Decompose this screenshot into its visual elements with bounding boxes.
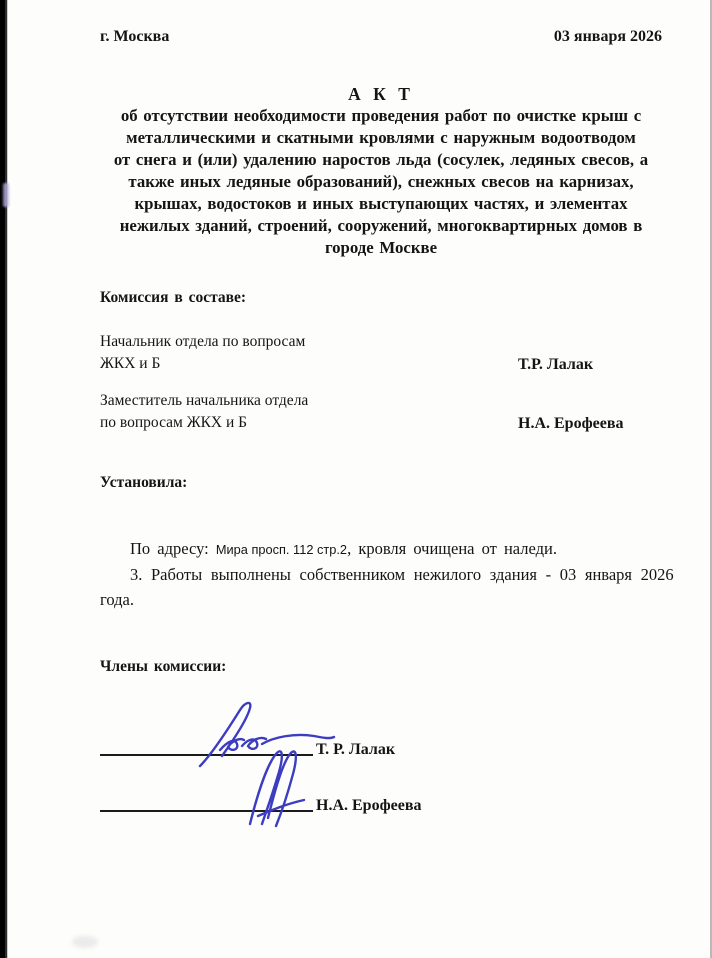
document-city: г. Москва xyxy=(100,28,170,45)
signer-name: Т. Р. Лалак xyxy=(316,741,396,758)
address-value: Мира просп. 112 стр.2 xyxy=(215,542,348,557)
work-note-line1: 3. Работы выполнены собственником нежилого здания - 03 января 2026 xyxy=(130,565,674,584)
member-position xyxy=(100,390,518,434)
signature-row xyxy=(100,710,662,762)
signer-name: Н.А. Ерофеева xyxy=(316,797,422,814)
title-subtitle-line: от снега и (или) удалению наростов льда (сосулек, ледяных свесов, а xyxy=(113,150,649,169)
title-subtitle-line: крышах, водостоков и иных выступающих частях, и элементах xyxy=(134,194,628,213)
title-subtitle-line: также иных ледяные образований), снежных свесов на карнизах, xyxy=(128,172,634,191)
member-position-line: по вопросам ЖКХ и Б xyxy=(100,414,248,431)
title-subtitle-line: нежилых зданий, строений, сооружений, многоквартирных домов в xyxy=(119,216,643,235)
commission-member-row xyxy=(100,390,662,434)
title-subtitle-line: городе Москве xyxy=(324,238,438,257)
handwritten-signature-erofeeva-icon xyxy=(228,748,368,828)
member-name: Н.А. Ерофеева xyxy=(518,415,624,432)
scan-edge-artifact-left xyxy=(0,0,8,958)
established-section-label: Установила: xyxy=(100,474,188,491)
established-body xyxy=(100,536,674,612)
commission-section-label: Комиссия в составе: xyxy=(100,289,247,306)
document-title-heading: А К Т xyxy=(348,84,414,104)
document-date: 03 января 2026 xyxy=(553,28,662,45)
scan-smudge-artifact xyxy=(3,183,9,207)
member-name: Т.Р. Лалак xyxy=(518,356,594,373)
address-prefix: По адресу: xyxy=(130,539,216,558)
member-position-line: ЖКХ и Б xyxy=(100,355,161,372)
document-header xyxy=(100,28,662,46)
title-subtitle-line: об отсутствии необходимости проведения работ по очистке крыш с xyxy=(120,106,642,125)
commission-member-row xyxy=(100,331,662,375)
address-paragraph xyxy=(100,536,664,562)
member-position xyxy=(100,331,518,375)
work-note-line2: года. xyxy=(100,590,134,609)
document-title-block xyxy=(100,84,662,259)
member-position-line: Начальник отдела по вопросам xyxy=(100,333,306,350)
title-subtitle-line: металлическими и скатными кровлями с наружным водоотводом xyxy=(126,128,636,147)
signature-row xyxy=(100,766,662,818)
member-position-line: Заместитель начальника отдела xyxy=(100,392,309,409)
members-section-label: Члены комиссии: xyxy=(100,658,227,675)
address-suffix: , кровля очищена от наледи. xyxy=(347,539,557,558)
